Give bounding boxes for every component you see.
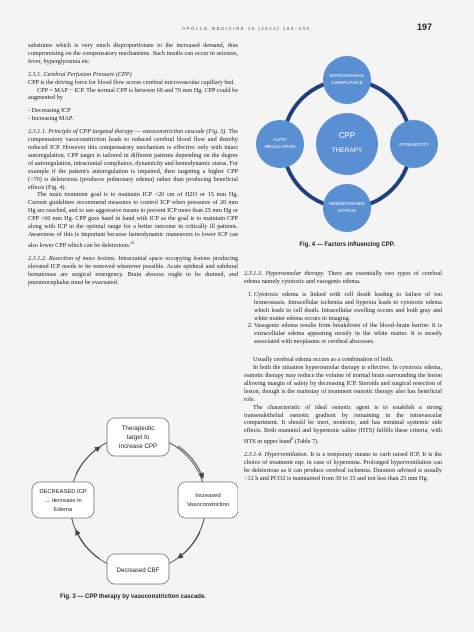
svg-text:DECREASED ICP: DECREASED ICP: [39, 489, 87, 495]
svg-text:→ decrease in: → decrease in: [44, 498, 82, 504]
edema-list: [244, 291, 442, 346]
node-auto-regulation: [256, 120, 304, 168]
node-decreased-icp: [32, 482, 94, 518]
right-column: [244, 270, 442, 483]
svg-text:Edema: Edema: [53, 507, 73, 513]
svg-text:DYNAMICITY: DYNAMICITY: [399, 143, 429, 148]
list-item: - Increasing MAP.: [28, 115, 74, 123]
paragraph: The characteristic of ideal osmotic agent is to establish a strong transendothelial osmotic gradient by remaining in the intravascular compartment. It should be inert, nontoxic, and has minimal systemic side effects. Both mannitol and hypertonic saline (HTS) fulfills these criteria, with HTS in upper hand$^8$ (Table 7).: [244, 403, 442, 446]
figure-caption: Fig. 4 — Factors influencing CPP.: [299, 242, 395, 248]
subsection-heading: 2.3.1.4. Hyperventilation.: [244, 451, 309, 459]
figure-3: [28, 412, 238, 612]
paragraph: 2.3.1.1. Principle of CPP targeted therapy — vasoconstriction cascade (Fig. 3). The compensatory vasoconstriction leads to reduced cerebral blood flow and thereby reduced ICP. However this compensatory mechanism is effective only with intact autoregulation. CPP target is tailored in different patients depending on the degree of autoregulation, intracranial compliance, dynamicity and hemodynamic status. For example if the patient's autoregulation is impaired, then targeting a higher CPP (>70) is deleterious (produces pulmonary edema) rather than producing beneficial effects (Fig. 4).: [28, 128, 239, 191]
svg-text:STATUS: STATUS: [337, 209, 357, 214]
left-column: [28, 42, 238, 286]
node-therapeutic-target: [107, 418, 169, 456]
paragraph: substrates which is very much disproportionate to the increased demand, thus compromising on the compensatory mechanisms. Such insults can occur in seizures, fever, hyperglycemia etc.: [28, 42, 238, 65]
figure-4: [252, 52, 442, 252]
svg-text:Therapeutic: Therapeutic: [121, 425, 155, 432]
reference-number: 12: [130, 239, 135, 245]
center-subtitle: THERAPY: [331, 147, 363, 154]
node-decreased-cbf: [107, 554, 169, 584]
bullet-list: [28, 107, 238, 123]
list-item: 1. Cytotoxic edema is linked with cell death leading to failure of ion homeostasis. Intracellular ischemia and hypoxia leads to cytotoxic edema which leads to cell death. Intracellular swelling occurs and both gray and white matter edema occurs in imaging.: [254, 291, 442, 323]
svg-text:target to: target to: [126, 434, 150, 441]
paragraph: CPP is the driving force for blood flow across cerebral microvascular capillary bed.: [28, 78, 235, 86]
factors-diagram: [252, 52, 442, 234]
subsection-heading: 2.3.1.2. Resection of mass lesions.: [28, 254, 116, 262]
svg-text:AUTO: AUTO: [273, 138, 287, 143]
svg-text:Increased: Increased: [195, 493, 221, 499]
center-cpp-therapy: [316, 113, 378, 175]
formula-paragraph: CPP = MAP − ICP. The normal CPP is between 60 and 70 mm Hg. CPP could be augmented by: [28, 86, 238, 102]
svg-text:INTRACRANIAL: INTRACRANIAL: [329, 74, 365, 79]
journal-running-title: APOLLO MEDICINE 10 (2013) 193–200: [182, 26, 311, 31]
node-dynamicity: [390, 120, 438, 168]
list-item: 2. Vasogenic edema results from breakdown of the blood–brain barrier. It is extracellular edema appearing mostly in the white matter. It is mostly associated with neoplasms or cerebral abscesses.: [254, 322, 442, 346]
paragraph: 2.3.1.4. Hyperventilation. It is a temporary means to curb raised ICP. It is the choice of treatment esp. in case of hyperemia. Prolonged hyperventilation can be deleterious as it can produce cerebral ischemia. Duration advised is usually <12 h and PCO2 is maintained from 30 to 35 and not less than 25 mm Hg.: [244, 451, 442, 482]
section-heading: 2.3.1. Cerebral Perfusion Pressure (CPP): [28, 70, 132, 78]
page-number: 197: [416, 22, 432, 32]
reference-number: 8: [291, 436, 294, 442]
svg-text:Vasoconstriction: Vasoconstriction: [186, 502, 230, 508]
paragraph: 2.3.1.2. Resection of mass lesions. Intracranial space occupying lesions producing elevated ICP needs to be removed whenever possible. Acute epidural and subdural hematomas are surgical emergency. Brain abscess ought to be drained, and pneumocephalus must be evacuated.: [28, 254, 238, 286]
cascade-diagram: [28, 412, 238, 587]
subsection-heading: 2.3.1.1. Principle of CPP targeted therapy — vasoconstriction cascade (Fig. 3).: [28, 128, 227, 136]
center-title: CPP: [338, 131, 356, 140]
svg-text:REGULATION: REGULATION: [264, 145, 296, 150]
paragraph: The main treatment goal is to maintain ICP <20 cm of H2O or 15 mm Hg. Current guidelines recommend measures to control ICP when pressures of 20 mm Hg are reached, and to use aggressive means to prevent ICP more than 25 mm Hg or CPP <60 mm Hg. CPP goes hand in hand with ICP as the goal is to maintain CPP along with ICP in the optimal range for a better outcome in critically ill patients. Awareness of this is important because hemodynamic maneuvers to lower ICP can also lower CPP which can be deleterious.$^{12}$: [28, 191, 238, 249]
node-intracranial-compliance: [323, 56, 371, 104]
node-increased-vasoconstriction: [178, 482, 238, 518]
svg-text:HEMODYNAMIC: HEMODYNAMIC: [328, 202, 366, 207]
svg-text:Increase CPP: Increase CPP: [118, 443, 158, 450]
paragraph: In both the situation hyperosmolar therapy is effective. In cytotoxic edema, osmotic therapy may reduce the volume of normal brain surrounding the lesion allowing margin of safety by decreasing ICP. Steroids and surgical resection of lesion, though is the mainstay of treatment osmotic therapy also has beneficial role.: [244, 364, 442, 403]
list-item: - Decreasing ICP: [28, 107, 71, 115]
svg-text:Decreased CBF: Decreased CBF: [116, 568, 160, 574]
page-header: [0, 24, 474, 38]
figure-caption: Fig. 3 — CPP therapy by vasoconstriction cascade.: [60, 594, 206, 600]
paragraph: Usually cerebral edema occurs as a combination of both.: [253, 356, 394, 364]
subsection-heading: 2.3.1.3. Hyperosmolar therapy.: [244, 270, 325, 277]
node-hemodynamic-status: [323, 184, 371, 232]
paragraph: 2.3.1.3. Hyperosmolar therapy. There are essentially two types of cerebral edema namely cytotoxic and vasogenic edema.: [244, 270, 442, 285]
svg-text:COMPLIANCE: COMPLIANCE: [331, 81, 363, 86]
